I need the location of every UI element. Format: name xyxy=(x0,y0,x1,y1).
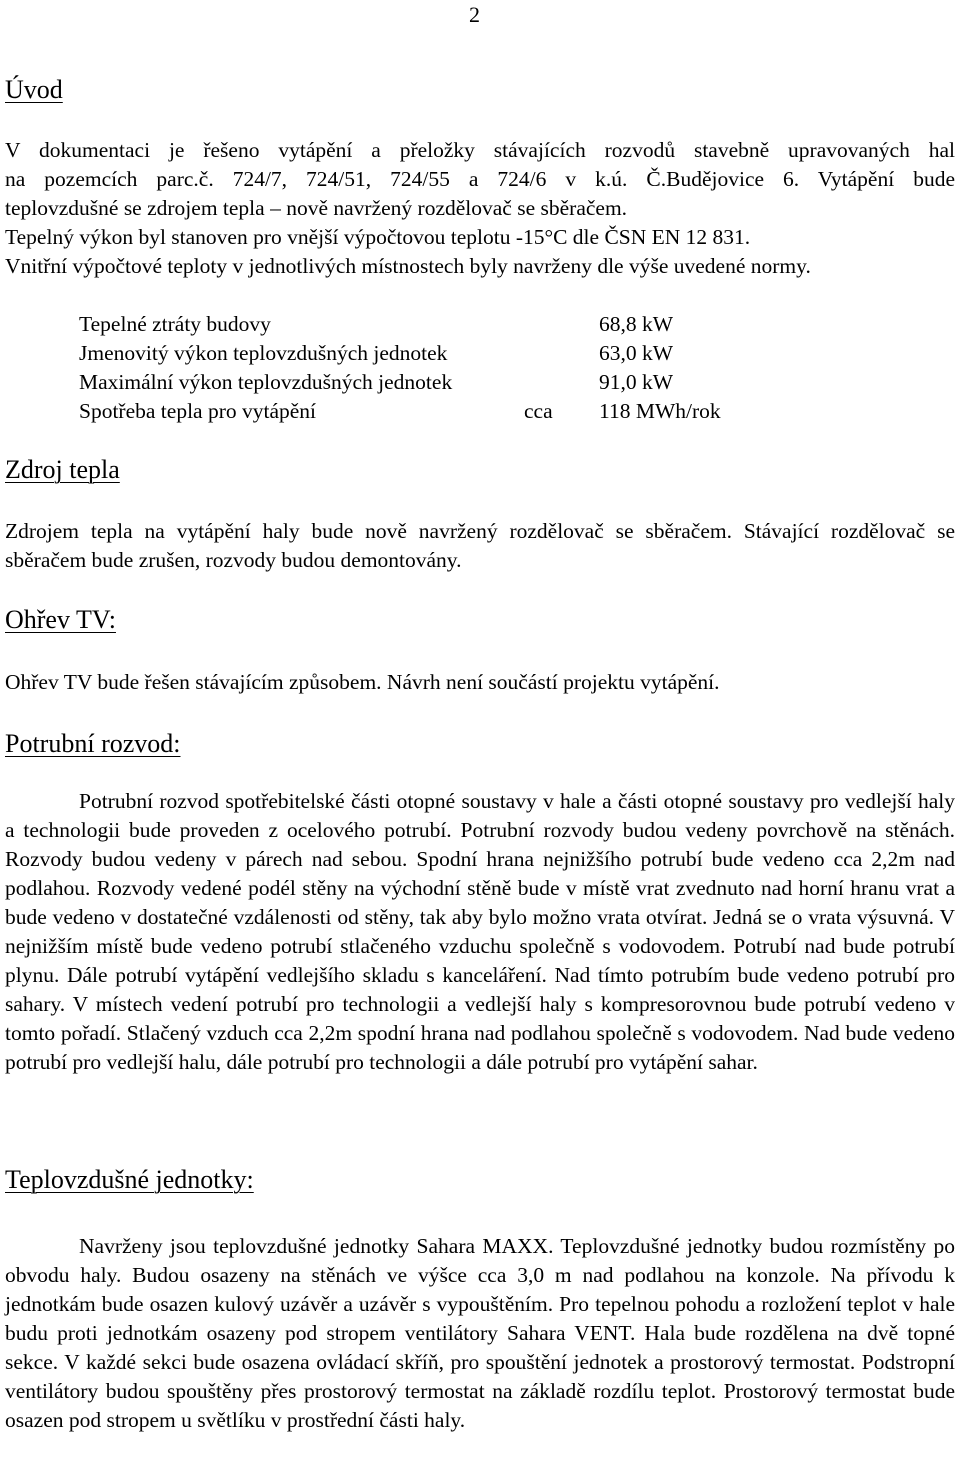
stat-approx: cca xyxy=(524,399,553,423)
stat-value: 68,8 kW xyxy=(599,312,674,336)
heading-air-units: Teplovzdušné jednotky: xyxy=(5,1165,254,1194)
heading-intro: Úvod xyxy=(5,75,63,104)
intro-line: Vnitřní výpočtové teploty v jednotlivých místnostech byly navrženy dle výše uvedené normy. xyxy=(5,254,811,278)
stat-value: 91,0 kW xyxy=(599,370,674,394)
stat-row xyxy=(79,339,779,368)
stat-row xyxy=(79,368,779,397)
page-number: 2 xyxy=(469,2,480,27)
heat-source-paragraph: Zdrojem tepla na vytápění haly bude nově navržený rozdělovač se sběračem. Stávající rozdělovač se sběračem bude zrušen, rozvody budou demontovány. xyxy=(5,519,955,572)
stat-label: Maximální výkon teplovzdušných jednotek xyxy=(79,370,453,394)
stat-row xyxy=(79,310,779,339)
hot-water-paragraph: Ohřev TV bude řešen stávajícím způsobem. Návrh není součástí projektu vytápění. xyxy=(5,670,720,694)
stat-row xyxy=(79,397,779,426)
stat-value: 118 MWh/rok xyxy=(599,399,721,423)
heading-piping: Potrubní rozvod: xyxy=(5,729,181,758)
heading-heat-source: Zdroj tepla xyxy=(5,455,120,484)
intro-line: Tepelný výkon byl stanoven pro vnější výpočtovou teplotu -15°C dle ČSN EN 12 831. xyxy=(5,225,751,249)
stat-label: Tepelné ztráty budovy xyxy=(79,312,271,336)
intro-line: V dokumentaci je řešeno vytápění a přeložky stávajících rozvodů stavebně upravovaných hal xyxy=(5,138,955,162)
intro-paragraph xyxy=(5,136,955,281)
piping-paragraph: Potrubní rozvod spotřebitelské části otopné soustavy v hale a části otopné soustavy pro vedlejší haly a technologii bude proveden z ocelového potrubí. Potrubní rozvody budou vedeny povrchově na stěnách. Rozvody budou vedeny v párech nad sebou. Spodní hrana nejnižšího potrubí bude vedeno cca 2,2m nad podlahou. Rozvody vedené podél stěny na východní stěně bude v místě vrat zvednuto nad horní hranu vrat a bude vedeno v dostatečné vzdálenosti od stěny, tak aby bylo možno vrata otvírat. Jedná se o vrata výsuvná. V nejnižším místě bude vedeno potrubí stlačeného vzduchu společně s vodovodem. Potrubí nad bude potrubí plynu. Dále potrubí vytápění vedlejšího skladu s kanceláření. Nad tímto potrubím bude vedeno potrubí pro sahary. V místech vedení potrubí pro technologii a vedlejší haly s kompresorovnou bude potrubí vedeno v tomto pořadí. Stlačený vzduch cca 2,2m spodní hrana nad podlahou společně s vodovodem. Nad bude vedeno potrubí pro vedlejší halu, dále potrubí pro technologii a dále potrubí pro vytápění sahar. xyxy=(5,789,955,1074)
heading-hot-water: Ohřev TV: xyxy=(5,605,116,634)
air-units-paragraph: Navrženy jsou teplovzdušné jednotky Sahara MAXX. Teplovzdušné jednotky budou rozmístěny po obvodu haly. Budou osazeny na stěnách ve výšce cca 3,0 m nad podlahou na konzole. Na přívodu k jednotkám bude osazen kulový uzávěr a uzávěr s vypouštěním. Pro tepelnou pohodu a rozložení teplot v hale budu proti jednotkám osazeny pod stropem ventilátory Sahara VENT. Hala bude rozdělena na dvě topné sekce. V každé sekci bude osazena ovládací skříň, pro spouštění jednotek a prostorový termostat. Podstropní ventilátory budou spouštěny přes prostorový termostat na základě rozdílu teplot. Prostorový termostat bude osazen pod stropem u světlíku v prostřední části haly. xyxy=(5,1234,955,1432)
stat-value: 63,0 kW xyxy=(599,341,674,365)
heat-stats-table xyxy=(79,310,779,426)
stat-label: Jmenovitý výkon teplovzdušných jednotek xyxy=(79,341,448,365)
stat-label: Spotřeba tepla pro vytápění xyxy=(79,399,317,423)
intro-line: na pozemcích parc.č. 724/7, 724/51, 724/55 a 724/6 v k.ú. Č.Budějovice 6. Vytápění bude xyxy=(5,167,955,191)
intro-line: teplovzdušné se zdrojem tepla – nově navržený rozdělovač se sběračem. xyxy=(5,196,628,220)
